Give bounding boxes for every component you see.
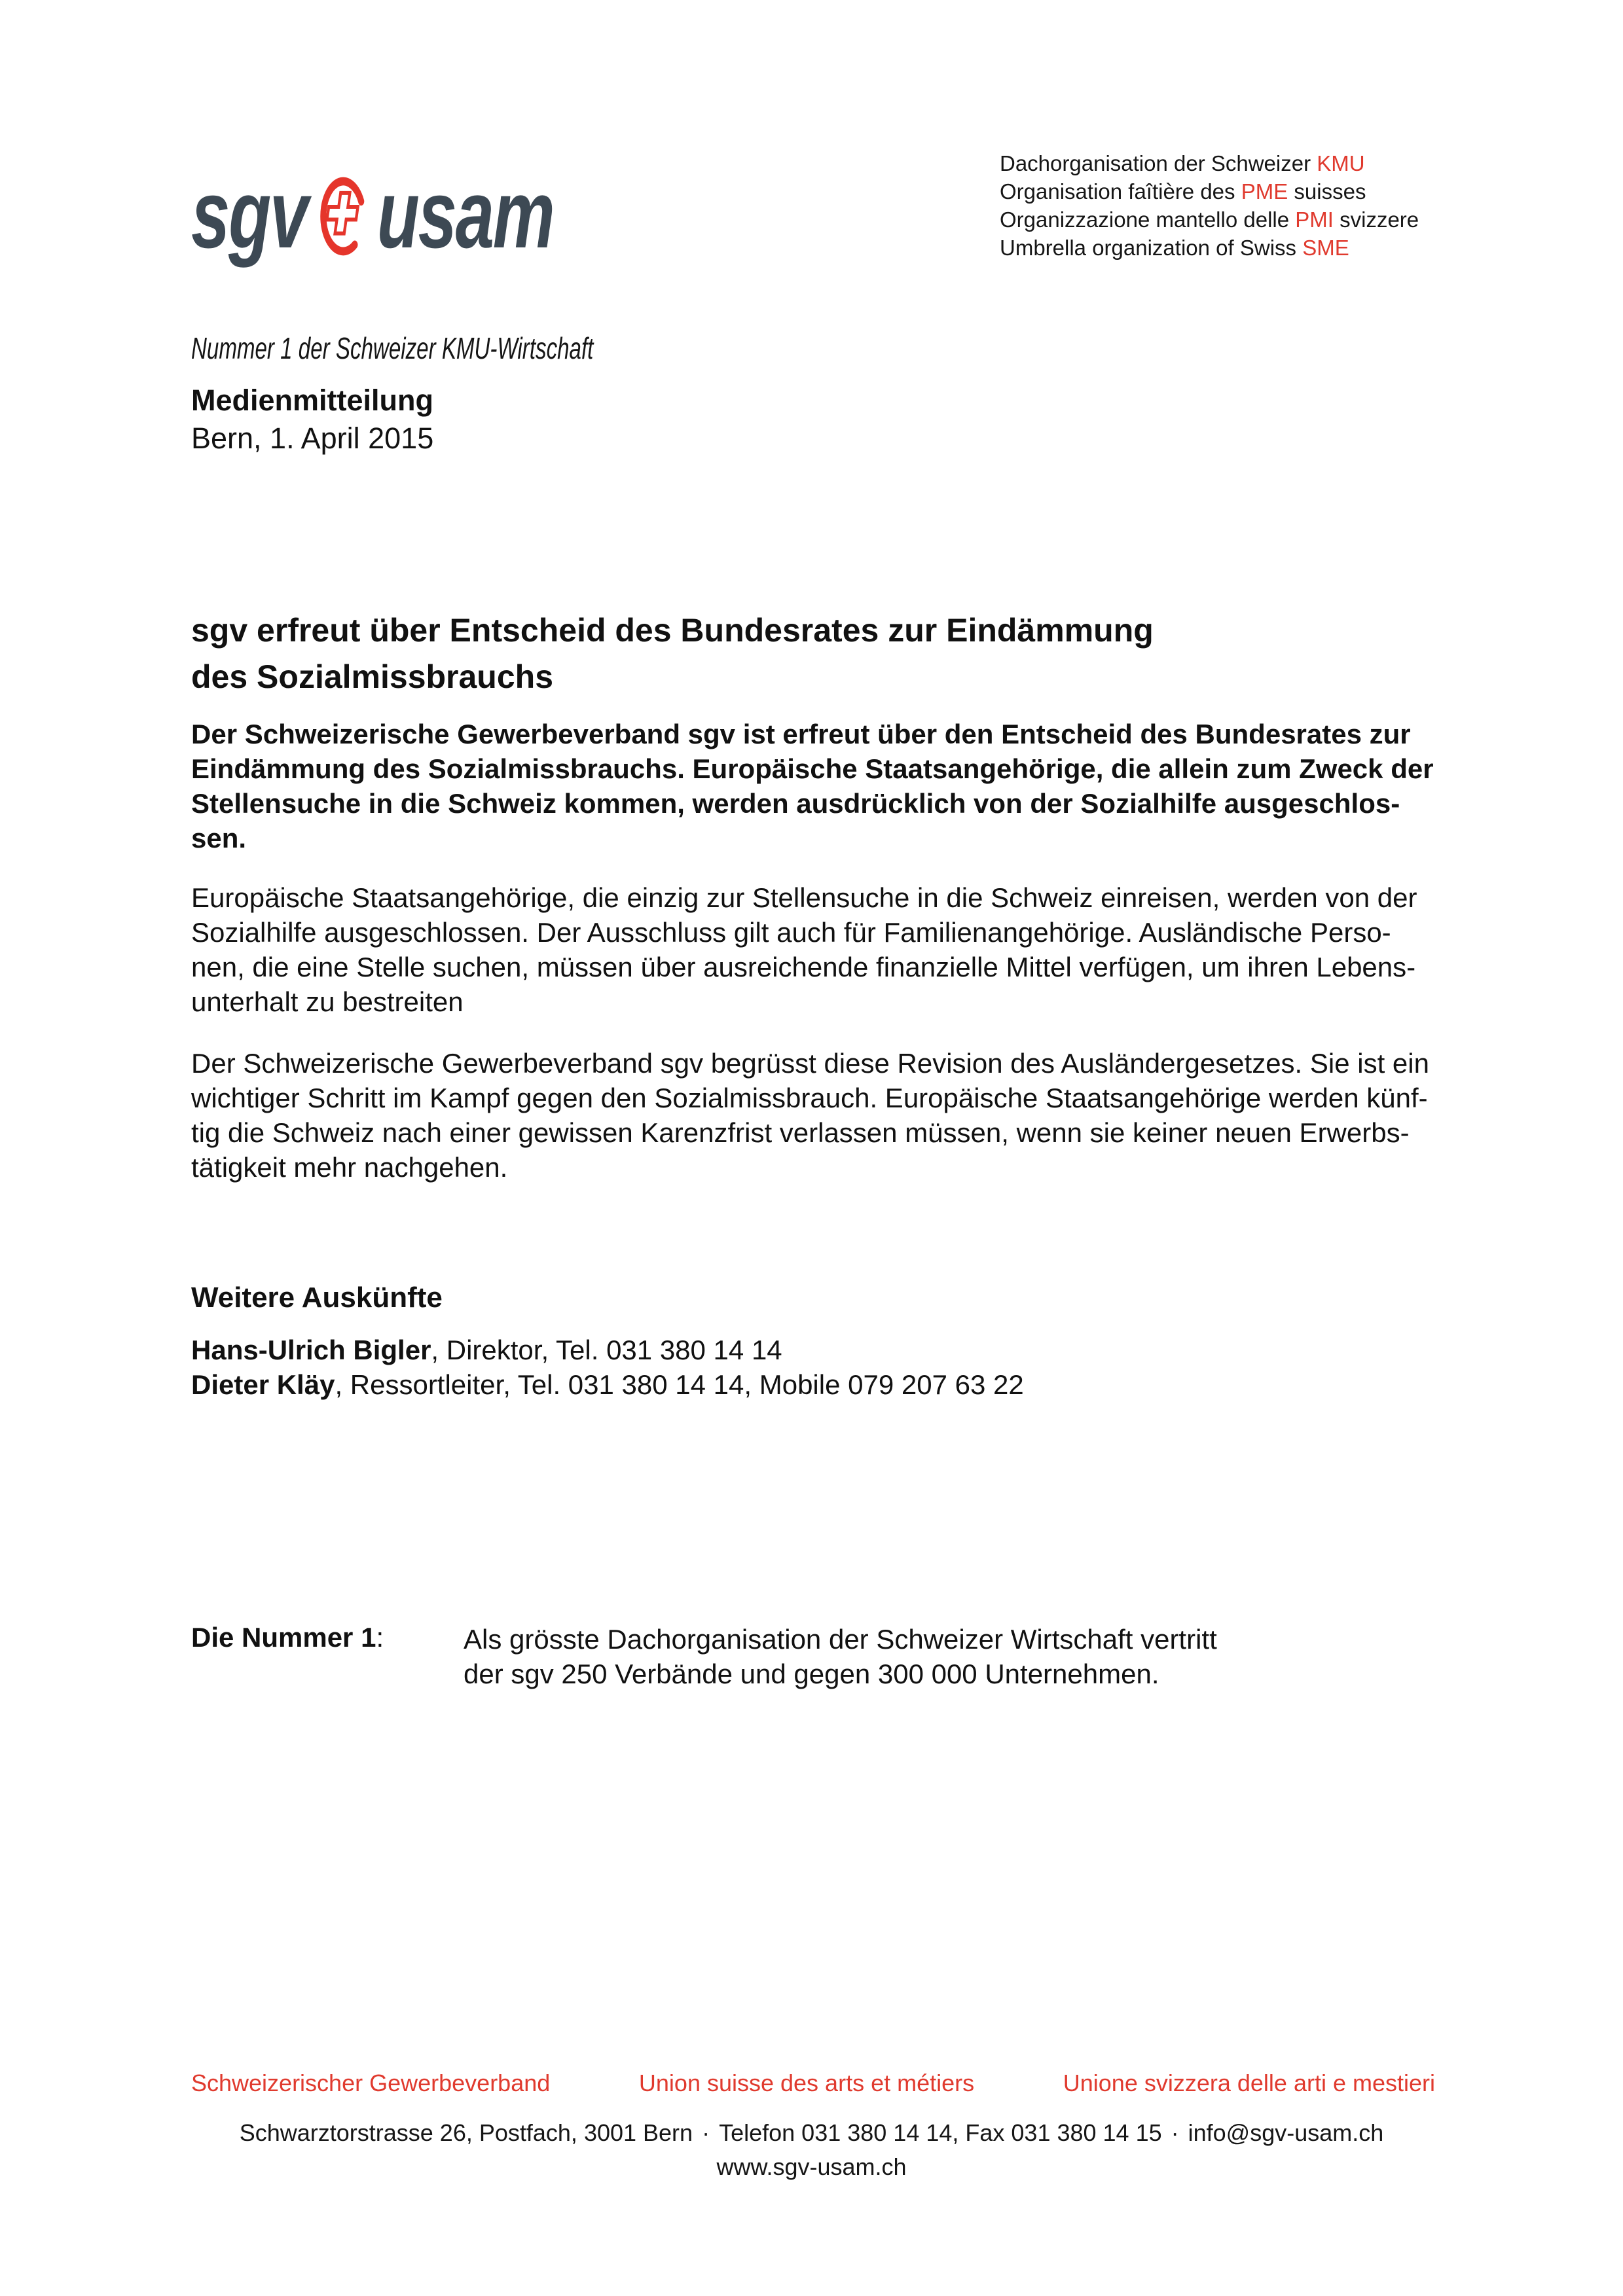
p2-line-2: Sozialhilfe ausgeschlossen. Der Ausschluss gilt auch für Familienangehörige. Ausländische Perso- bbox=[191, 917, 1391, 948]
body-paragraph-2 bbox=[191, 1046, 1429, 1185]
contact-details-1: , Direktor, Tel. 031 380 14 14 bbox=[431, 1335, 782, 1365]
headline bbox=[191, 607, 1154, 700]
headline-line-2: des Sozialmissbrauchs bbox=[191, 658, 554, 695]
contact-details-2: , Ressortleiter, Tel. 031 380 14 14, Mobile 079 207 63 22 bbox=[335, 1369, 1024, 1400]
p2-line-1: Europäische Staatsangehörige, die einzig zur Stellensuche in die Schweiz einreisen, werden von der bbox=[191, 882, 1417, 913]
document-meta bbox=[191, 382, 433, 457]
logo-sgv-text: sgv bbox=[191, 160, 308, 268]
footer-street: Schwarztorstrasse 26, Postfach, 3001 Bern bbox=[239, 2119, 693, 2146]
lead-line-1: Der Schweizerische Gewerbeverband sgv ist erfreut über den Entscheid des Bundesrates zur bbox=[191, 719, 1411, 749]
p3-line-1: Der Schweizerische Gewerbeverband sgv begrüsst diese Revision des Ausländergesetzes. Sie ist ein bbox=[191, 1048, 1429, 1079]
org-line-en: Umbrella organization of Swiss SME bbox=[1000, 236, 1349, 260]
logo-row bbox=[191, 160, 554, 268]
footer-org-fr: Union suisse des arts et métiers bbox=[638, 2070, 975, 2096]
footer-website: www.sgv-usam.ch bbox=[716, 2153, 907, 2180]
swiss-cross-circle-icon bbox=[312, 165, 372, 264]
lead-line-4: sen. bbox=[191, 823, 247, 853]
logo-tagline: Nummer 1 der Schweizer KMU-Wirtschaft bbox=[191, 331, 594, 365]
body-paragraph-1 bbox=[191, 880, 1417, 1019]
org-description-block bbox=[1000, 149, 1419, 262]
p3-line-4: tätigkeit mehr nachgehen. bbox=[191, 1152, 508, 1183]
footer-org-de: Schweizerischer Gewerbeverband bbox=[191, 2070, 551, 2096]
numberone-text bbox=[464, 1622, 1217, 1691]
footer-address-line bbox=[0, 2119, 1623, 2147]
p3-line-3: tig die Schweiz nach einer gewissen Karenzfrist verlassen müssen, wenn sie keiner neuen Erwerbs- bbox=[191, 1117, 1410, 1148]
numberone-line-2: der sgv 250 Verbände und gegen 300 000 Unternehmen. bbox=[464, 1659, 1159, 1689]
contact-name-1: Hans-Ulrich Bigler bbox=[191, 1335, 431, 1365]
p3-line-2: wichtiger Schritt im Kampf gegen den Sozialmissbrauch. Europäische Staatsangehörige werden künf- bbox=[191, 1083, 1428, 1113]
headline-line-1: sgv erfreut über Entscheid des Bundesrates zur Eindämmung bbox=[191, 612, 1154, 649]
lead-line-2: Eindämmung des Sozialmissbrauchs. Europäische Staatsangehörige, die allein zum Zweck der bbox=[191, 753, 1434, 784]
org-abbrev-pme: PME bbox=[1241, 179, 1288, 204]
contact-name-2: Dieter Kläy bbox=[191, 1369, 335, 1400]
footer-phone-fax: Telefon 031 380 14 14, Fax 031 380 14 15 bbox=[719, 2119, 1162, 2146]
logo-usam-text: usam bbox=[376, 160, 554, 268]
dot-separator: · bbox=[702, 2119, 710, 2146]
document-type-label: Medienmitteilung bbox=[191, 384, 433, 417]
lead-line-3: Stellensuche in die Schweiz kommen, werden ausdrücklich von der Sozialhilfe ausgeschlos- bbox=[191, 788, 1400, 819]
lead-paragraph bbox=[191, 717, 1434, 855]
contacts-heading: Weitere Auskünfte bbox=[191, 1282, 443, 1314]
org-line-it: Organizzazione mantello delle PMI svizzere bbox=[1000, 207, 1419, 232]
logo-block bbox=[191, 160, 695, 268]
dot-separator: · bbox=[1171, 2119, 1179, 2146]
footer-email: info@sgv-usam.ch bbox=[1188, 2119, 1384, 2146]
org-line-de: Dachorganisation der Schweizer KMU bbox=[1000, 151, 1365, 175]
footer-org-it: Unione svizzera delle arti e mestieri bbox=[1063, 2070, 1435, 2096]
contact-person-1 bbox=[191, 1333, 1024, 1367]
numberone-label: Die Nummer 1: bbox=[191, 1622, 384, 1653]
p2-line-3: nen, die eine Stelle suchen, müssen über ausreichende finanzielle Mittel verfügen, um ihren Lebens- bbox=[191, 952, 1416, 982]
org-abbrev-pmi: PMI bbox=[1295, 207, 1334, 232]
org-abbrev-kmu: KMU bbox=[1317, 151, 1365, 175]
footer-org-names bbox=[191, 2070, 1435, 2097]
p2-line-4: unterhalt zu bestreiten bbox=[191, 986, 464, 1017]
contacts-block bbox=[191, 1333, 1024, 1402]
org-abbrev-sme: SME bbox=[1302, 236, 1349, 260]
contact-person-2 bbox=[191, 1367, 1024, 1402]
dateline: Bern, 1. April 2015 bbox=[191, 422, 434, 455]
numberone-line-1: Als grösste Dachorganisation der Schweizer Wirtschaft vertritt bbox=[464, 1624, 1217, 1655]
org-line-fr: Organisation faîtière des PME suisses bbox=[1000, 179, 1366, 204]
